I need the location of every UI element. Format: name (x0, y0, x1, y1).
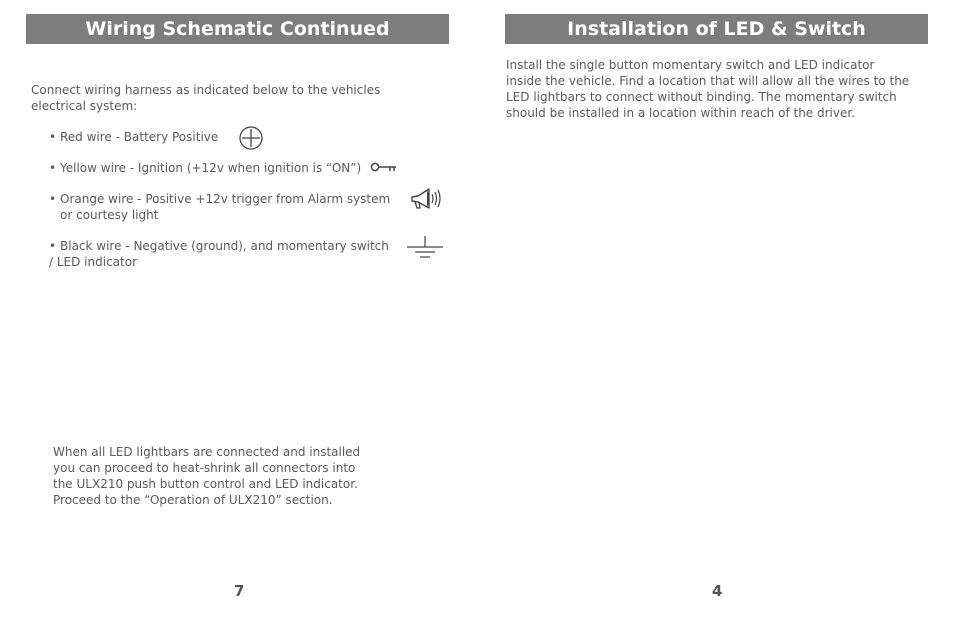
bullet-dot: • (49, 161, 57, 175)
bullet-black-wire (49, 238, 409, 270)
bullet-yellow-wire-text: Yellow wire - Ignition (+12v when ignition is “ON”) (60, 161, 362, 175)
closing-line: you can proceed to heat-shrink all connectors into (53, 461, 356, 475)
closing-text (53, 444, 393, 508)
left-page-number: 7 (234, 582, 245, 600)
ground-icon (406, 236, 444, 260)
bullet-orange-wire (49, 191, 409, 223)
bullet-black-wire-line2: / LED indicator (49, 255, 138, 269)
installation-line: Install the single button momentary switch and LED indicator (506, 58, 875, 72)
wiring-intro-text: Connect wiring harness as indicated below to the vehicles electrical system: (31, 83, 381, 113)
closing-line: When all LED lightbars are connected and installed (53, 445, 361, 459)
bullet-dot: • (49, 239, 57, 253)
bullet-yellow-wire (49, 160, 409, 176)
installation-line: inside the vehicle. Find a location that will allow all the wires to the (506, 74, 910, 88)
bullet-black-wire-line1: Black wire - Negative (ground), and momentary switch (60, 239, 389, 253)
battery-positive-icon (238, 125, 264, 151)
megaphone-icon (409, 186, 443, 212)
bullet-dot: • (49, 130, 57, 144)
installation-text (506, 57, 926, 121)
bullet-red-wire-text: Red wire - Battery Positive (60, 130, 219, 144)
bullet-dot: • (49, 192, 57, 206)
bullet-orange-wire-line1: Orange wire - Positive +12v trigger from Alarm system (60, 192, 391, 206)
closing-line: the ULX210 push button control and LED indicator. (53, 477, 358, 491)
left-page-title: Wiring Schematic Continued (26, 14, 449, 44)
key-icon (370, 161, 398, 173)
right-page-number: 4 (712, 582, 723, 600)
bullet-red-wire (49, 129, 409, 145)
bullet-orange-wire-line2: or courtesy light (60, 208, 159, 222)
installation-line: should be installed in a location within reach of the driver. (506, 106, 856, 120)
closing-line: Proceed to the “Operation of ULX210” section. (53, 493, 333, 507)
installation-line: LED lightbars to connect without binding. The momentary switch (506, 90, 897, 104)
right-page-title: Installation of LED & Switch (505, 14, 928, 44)
